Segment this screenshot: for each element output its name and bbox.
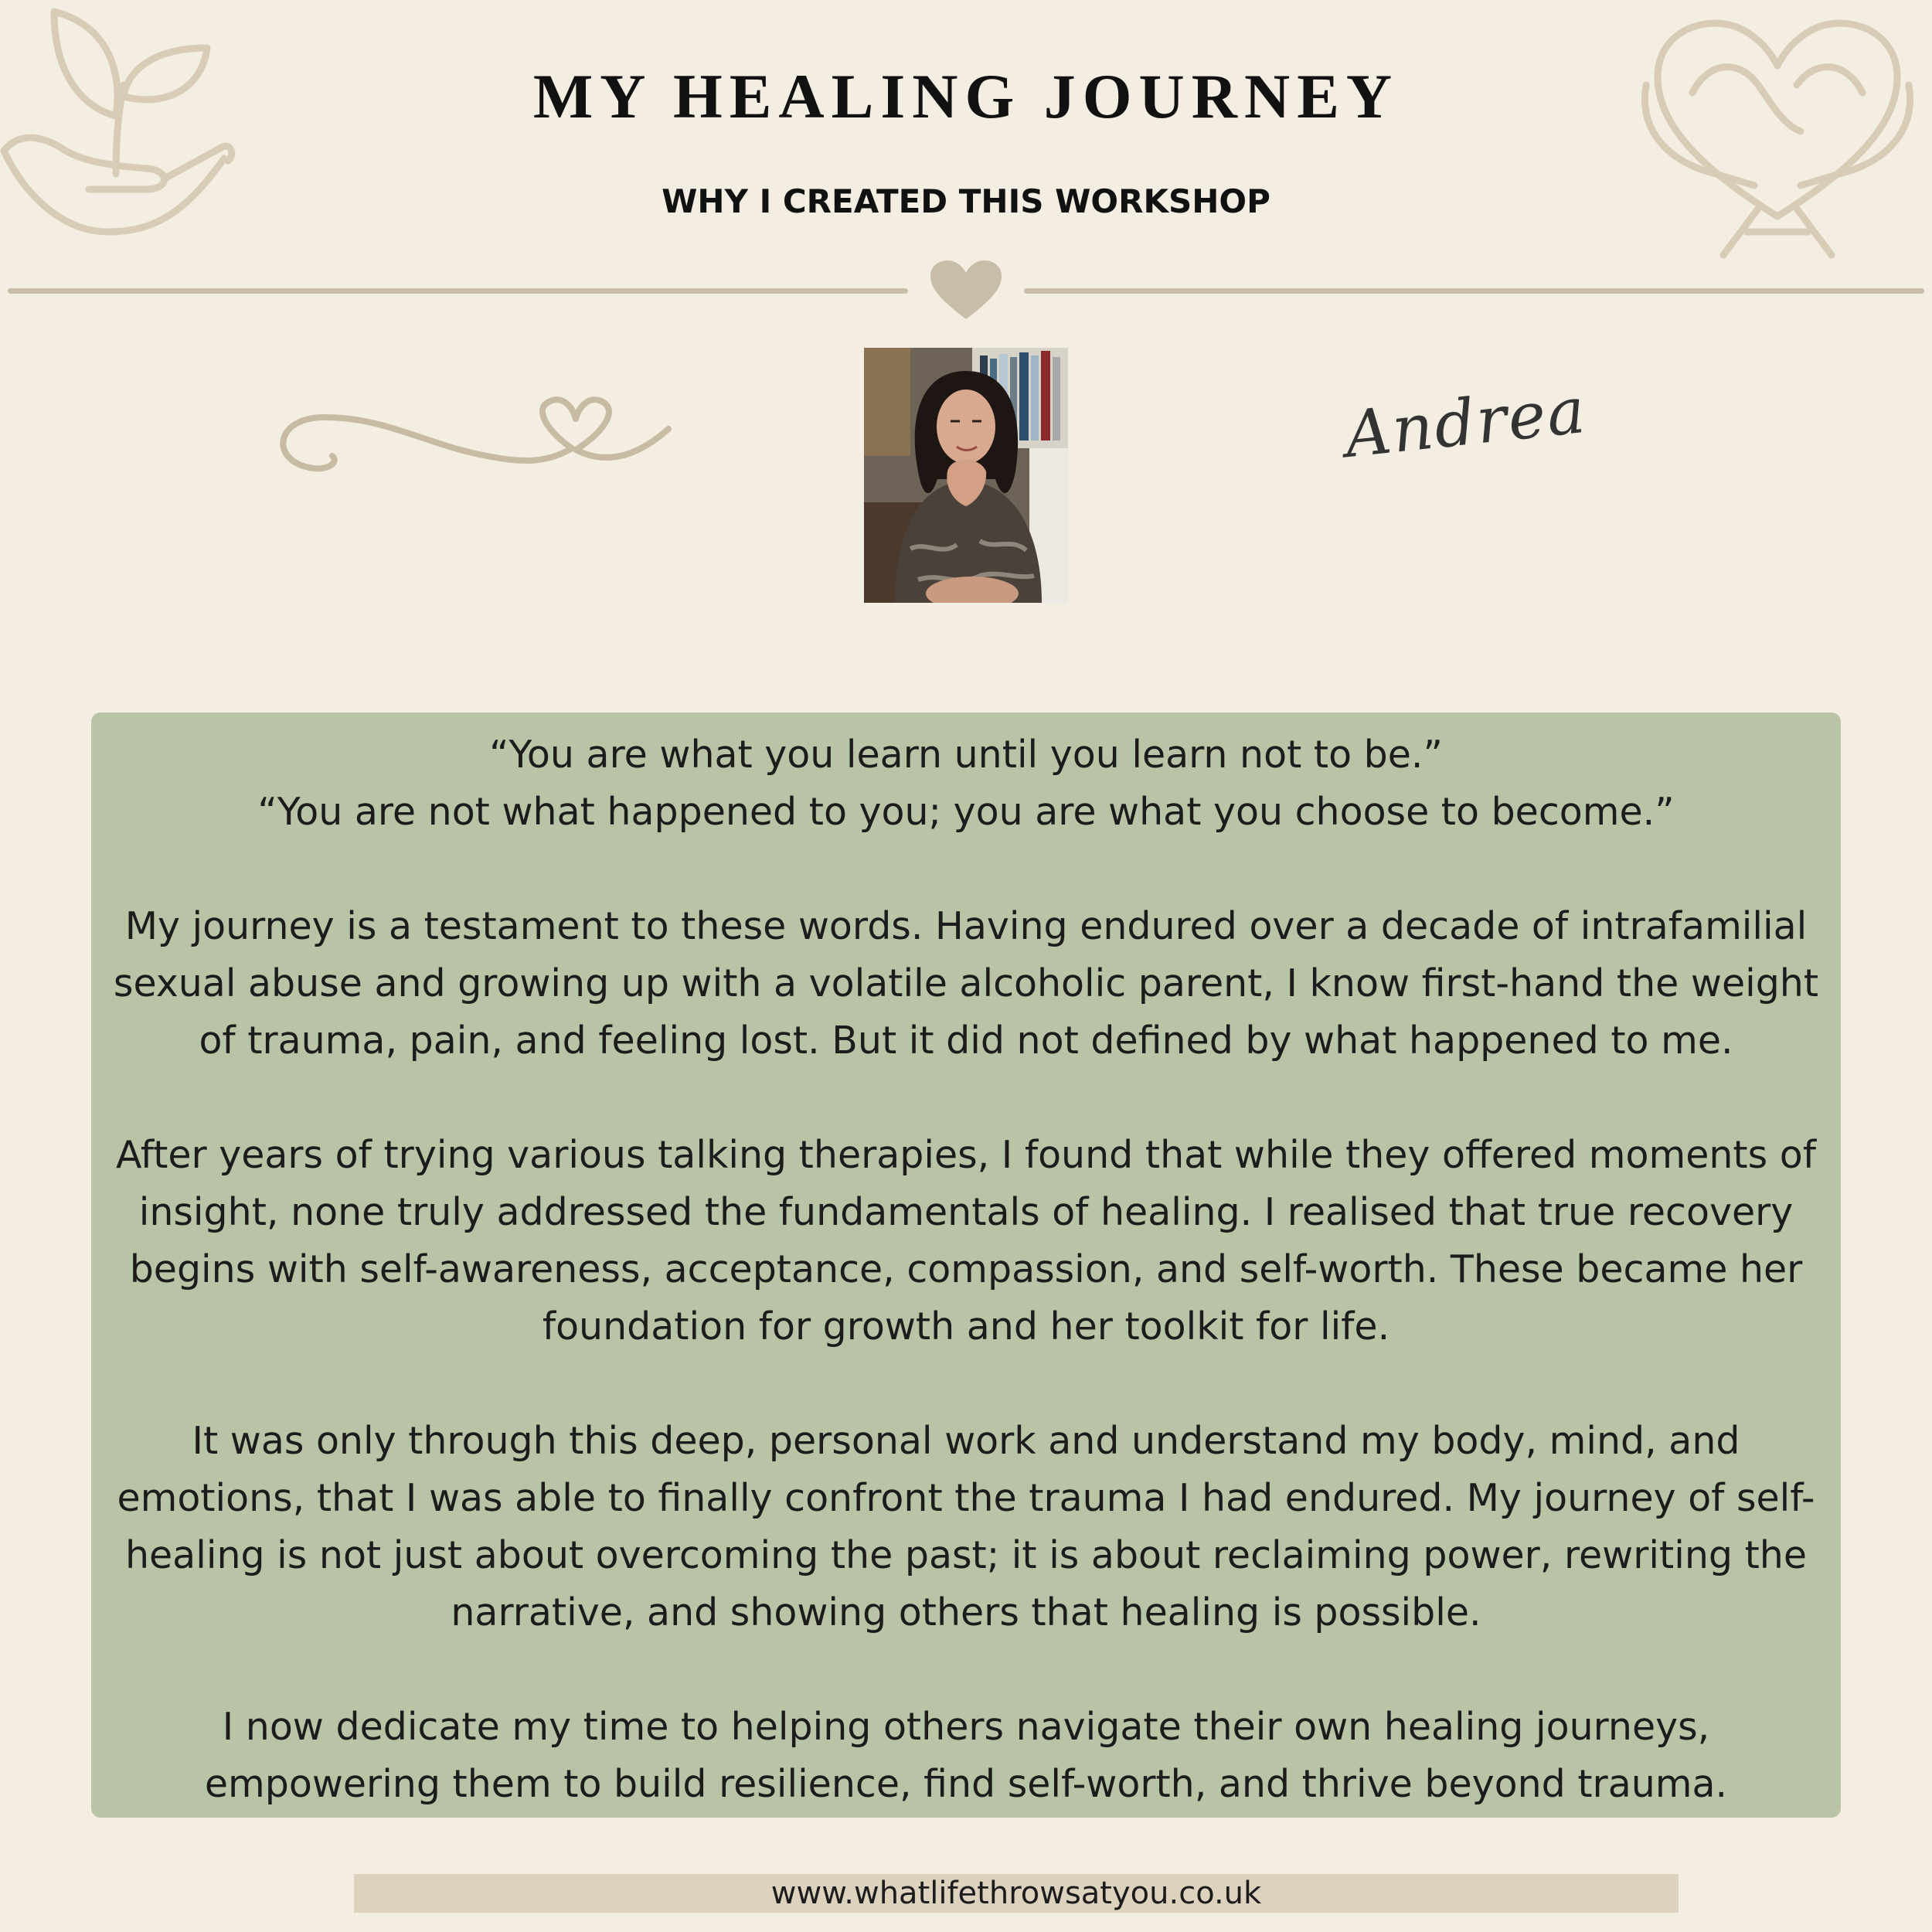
profile-photo <box>864 348 1068 603</box>
quote-1: “You are what you learn until you learn not to be.” <box>489 733 1443 777</box>
page-subtitle: WHY I CREATED THIS WORKSHOP <box>662 182 1270 220</box>
heart-icon <box>927 259 1005 321</box>
paragraph-2: After years of trying various talking therapies, I found that while they offered moments of insight, none truly addressed the fundamentals of healing. I realised that true recovery begins with self-awareness, acceptance, compassion, and self-worth. These became her foundation for growth and her toolkit for life. <box>116 1133 1816 1349</box>
hands-holding-heart-icon <box>1623 0 1932 278</box>
signature: Andrea <box>1341 373 1590 473</box>
footer-bar <box>354 1874 1679 1913</box>
paragraph-3: It was only through this deep, personal work and understand my body, mind, and emotions, that I was able to finally confront the trauma I had endured. My journey of self-healing is not just about overcoming the past; it is about reclaiming power, rewriting the narrative, and showing others that healing is possible. <box>117 1419 1815 1634</box>
heart-flourish-icon <box>270 386 672 487</box>
paragraph-4: I now dedicate my time to helping others navigate their own healing journeys, empowering them to build resilience, find self-worth, and thrive beyond trauma. <box>204 1705 1728 1806</box>
website-link[interactable]: www.whatlifethrowsatyou.co.uk <box>770 1876 1262 1911</box>
divider-line-left <box>8 288 908 294</box>
page-title: MY HEALING JOURNEY <box>532 61 1400 131</box>
quote-2: “You are not what happened to you; you are what you choose to become.” <box>257 790 1675 834</box>
divider-line-right <box>1024 288 1924 294</box>
story-panel <box>91 713 1841 1818</box>
story-text <box>110 726 1822 1813</box>
paragraph-1: My journey is a testament to these words. Having endured over a decade of intrafamilial sexual abuse and growing up with a volatile alcoholic parent, I know first-hand the weight of trauma, pain, and feeling lost. But it did not defined by what happened to me. <box>113 904 1819 1063</box>
